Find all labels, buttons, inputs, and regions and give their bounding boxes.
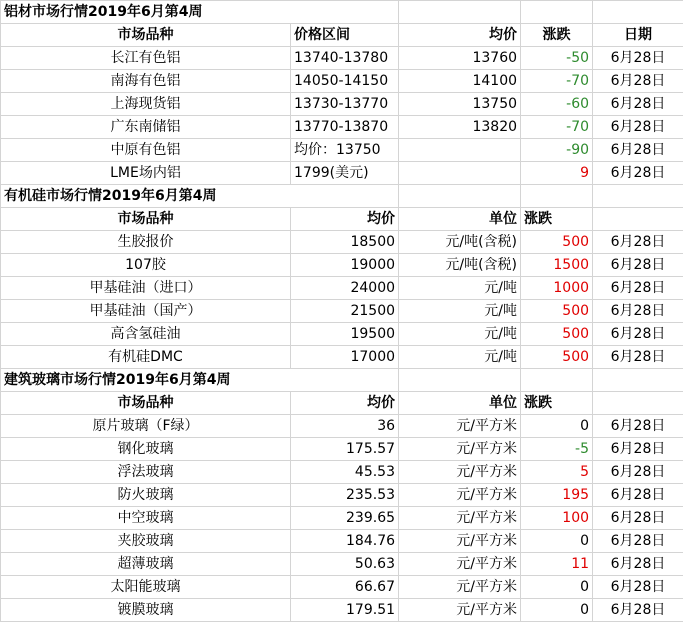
change-value[interactable]: 9 <box>521 162 593 185</box>
empty-cell[interactable] <box>593 392 683 415</box>
price-range[interactable]: 13770-13870 <box>291 116 399 139</box>
unit-cell[interactable]: 元/平方米 <box>399 438 521 461</box>
header-cell[interactable]: 价格区间 <box>291 24 399 47</box>
header-cell[interactable]: 涨跌 <box>521 208 593 231</box>
item-name[interactable]: 太阳能玻璃 <box>1 576 291 599</box>
item-name[interactable]: 生胶报价 <box>1 231 291 254</box>
avg-price[interactable]: 175.57 <box>291 438 399 461</box>
item-name[interactable]: 夹胶玻璃 <box>1 530 291 553</box>
table-row <box>1 484 683 507</box>
avg-price[interactable]: 239.65 <box>291 507 399 530</box>
item-name[interactable]: 广东南储铝 <box>1 116 291 139</box>
header-row <box>1 392 683 415</box>
date-cell[interactable]: 6月28日 <box>593 346 683 369</box>
table-row <box>1 415 683 438</box>
avg-price[interactable]: 21500 <box>291 300 399 323</box>
item-name[interactable]: 超薄玻璃 <box>1 553 291 576</box>
date-cell[interactable]: 6月28日 <box>593 530 683 553</box>
change-value[interactable]: 0 <box>521 415 593 438</box>
section-title[interactable]: 建筑玻璃市场行情2019年6月第4周 <box>1 369 399 392</box>
header-row <box>1 24 683 47</box>
date-cell[interactable]: 6月28日 <box>593 139 683 162</box>
unit-cell[interactable]: 元/平方米 <box>399 553 521 576</box>
date-cell[interactable]: 6月28日 <box>593 116 683 139</box>
table-row <box>1 323 683 346</box>
section-title-row <box>1 1 683 24</box>
change-value[interactable]: 500 <box>521 300 593 323</box>
change-value[interactable]: -70 <box>521 116 593 139</box>
header-cell[interactable]: 日期 <box>593 24 683 47</box>
table-row <box>1 93 683 116</box>
table-row <box>1 300 683 323</box>
avg-price[interactable]: 24000 <box>291 277 399 300</box>
unit-cell[interactable]: 元/平方米 <box>399 461 521 484</box>
change-value[interactable]: 1000 <box>521 277 593 300</box>
item-name[interactable]: 钢化玻璃 <box>1 438 291 461</box>
empty-cell[interactable] <box>399 1 521 24</box>
empty-cell[interactable] <box>593 369 683 392</box>
section-title[interactable]: 铝材市场行情2019年6月第4周 <box>1 1 399 24</box>
item-name[interactable]: 防火玻璃 <box>1 484 291 507</box>
item-name[interactable]: 浮法玻璃 <box>1 461 291 484</box>
header-cell[interactable]: 涨跌 <box>521 24 593 47</box>
empty-cell[interactable] <box>399 185 521 208</box>
avg-price[interactable]: 13760 <box>399 47 521 70</box>
price-range[interactable]: 13740-13780 <box>291 47 399 70</box>
date-cell[interactable]: 6月28日 <box>593 162 683 185</box>
avg-price[interactable] <box>399 162 521 185</box>
empty-cell[interactable] <box>593 208 683 231</box>
unit-cell[interactable]: 元/平方米 <box>399 507 521 530</box>
header-cell[interactable]: 市场品种 <box>1 208 291 231</box>
change-value[interactable]: 11 <box>521 553 593 576</box>
empty-cell[interactable] <box>593 185 683 208</box>
avg-price[interactable]: 14100 <box>399 70 521 93</box>
item-name[interactable]: 原片玻璃（F绿） <box>1 415 291 438</box>
section-title-row <box>1 185 683 208</box>
table-row <box>1 553 683 576</box>
item-name[interactable]: 上海现货铝 <box>1 93 291 116</box>
header-cell[interactable]: 涨跌 <box>521 392 593 415</box>
item-name[interactable]: 有机硅DMC <box>1 346 291 369</box>
table-row <box>1 70 683 93</box>
date-cell[interactable]: 6月28日 <box>593 553 683 576</box>
avg-price[interactable] <box>399 139 521 162</box>
table-row <box>1 346 683 369</box>
change-value[interactable]: 0 <box>521 599 593 622</box>
item-name[interactable]: LME场内铝 <box>1 162 291 185</box>
date-cell[interactable]: 6月28日 <box>593 599 683 622</box>
unit-cell[interactable]: 元/吨 <box>399 346 521 369</box>
date-cell[interactable]: 6月28日 <box>593 323 683 346</box>
unit-cell[interactable]: 元/平方米 <box>399 415 521 438</box>
date-cell[interactable]: 6月28日 <box>593 300 683 323</box>
sheet-body <box>1 1 683 622</box>
avg-price[interactable]: 18500 <box>291 231 399 254</box>
date-cell[interactable]: 6月28日 <box>593 93 683 116</box>
item-name[interactable]: 南海有色铝 <box>1 70 291 93</box>
avg-price[interactable]: 184.76 <box>291 530 399 553</box>
item-name[interactable]: 甲基硅油（进口） <box>1 277 291 300</box>
price-range[interactable]: 均价：13750 <box>291 139 399 162</box>
date-cell[interactable]: 6月28日 <box>593 70 683 93</box>
avg-price[interactable]: 19000 <box>291 254 399 277</box>
section-title-row <box>1 369 683 392</box>
unit-cell[interactable]: 元/吨 <box>399 323 521 346</box>
price-range[interactable]: 13730-13770 <box>291 93 399 116</box>
item-name[interactable]: 中空玻璃 <box>1 507 291 530</box>
empty-cell[interactable] <box>593 1 683 24</box>
change-value[interactable]: -5 <box>521 438 593 461</box>
avg-price[interactable]: 50.63 <box>291 553 399 576</box>
unit-cell[interactable]: 元/吨 <box>399 277 521 300</box>
unit-cell[interactable]: 元/平方米 <box>399 530 521 553</box>
item-name[interactable]: 甲基硅油（国产） <box>1 300 291 323</box>
price-range[interactable]: 14050-14150 <box>291 70 399 93</box>
avg-price[interactable]: 17000 <box>291 346 399 369</box>
table-row <box>1 162 683 185</box>
change-value[interactable]: 500 <box>521 346 593 369</box>
change-value[interactable]: 5 <box>521 461 593 484</box>
item-name[interactable]: 107胶 <box>1 254 291 277</box>
change-value[interactable]: -70 <box>521 70 593 93</box>
unit-cell[interactable]: 元/吨 <box>399 300 521 323</box>
header-cell[interactable]: 均价 <box>399 24 521 47</box>
table-row <box>1 576 683 599</box>
avg-price[interactable]: 45.53 <box>291 461 399 484</box>
table-row <box>1 231 683 254</box>
table-row <box>1 438 683 461</box>
unit-cell[interactable]: 元/吨(含税) <box>399 231 521 254</box>
change-value[interactable]: 0 <box>521 530 593 553</box>
table-row <box>1 530 683 553</box>
change-value[interactable]: 0 <box>521 576 593 599</box>
table-row <box>1 254 683 277</box>
date-cell[interactable]: 6月28日 <box>593 438 683 461</box>
change-value[interactable]: -90 <box>521 139 593 162</box>
empty-cell[interactable] <box>521 369 593 392</box>
date-cell[interactable]: 6月28日 <box>593 415 683 438</box>
avg-price[interactable]: 66.67 <box>291 576 399 599</box>
empty-cell[interactable] <box>521 1 593 24</box>
date-cell[interactable]: 6月28日 <box>593 484 683 507</box>
date-cell[interactable]: 6月28日 <box>593 461 683 484</box>
header-cell[interactable]: 均价 <box>291 208 399 231</box>
date-cell[interactable]: 6月28日 <box>593 576 683 599</box>
header-row <box>1 208 683 231</box>
avg-price[interactable]: 13820 <box>399 116 521 139</box>
avg-price[interactable]: 13750 <box>399 93 521 116</box>
change-value[interactable]: 195 <box>521 484 593 507</box>
unit-cell[interactable]: 元/平方米 <box>399 484 521 507</box>
item-name[interactable]: 镀膜玻璃 <box>1 599 291 622</box>
header-cell[interactable]: 单位 <box>399 208 521 231</box>
change-value[interactable]: -60 <box>521 93 593 116</box>
header-cell[interactable]: 单位 <box>399 392 521 415</box>
change-value[interactable]: 1500 <box>521 254 593 277</box>
section-title[interactable]: 有机硅市场行情2019年6月第4周 <box>1 185 399 208</box>
change-value[interactable]: 500 <box>521 231 593 254</box>
table-row <box>1 47 683 70</box>
avg-price[interactable]: 235.53 <box>291 484 399 507</box>
unit-cell[interactable]: 元/平方米 <box>399 576 521 599</box>
header-cell[interactable]: 市场品种 <box>1 392 291 415</box>
change-value[interactable]: 500 <box>521 323 593 346</box>
date-cell[interactable]: 6月28日 <box>593 231 683 254</box>
table-row <box>1 116 683 139</box>
table-row <box>1 507 683 530</box>
price-range[interactable]: 1799(美元) <box>291 162 399 185</box>
change-value[interactable]: -50 <box>521 47 593 70</box>
avg-price[interactable]: 179.51 <box>291 599 399 622</box>
date-cell[interactable]: 6月28日 <box>593 507 683 530</box>
item-name[interactable]: 长江有色铝 <box>1 47 291 70</box>
date-cell[interactable]: 6月28日 <box>593 277 683 300</box>
avg-price[interactable]: 36 <box>291 415 399 438</box>
header-cell[interactable]: 均价 <box>291 392 399 415</box>
unit-cell[interactable]: 元/吨(含税) <box>399 254 521 277</box>
item-name[interactable]: 高含氢硅油 <box>1 323 291 346</box>
avg-price[interactable]: 19500 <box>291 323 399 346</box>
table-row <box>1 277 683 300</box>
item-name[interactable]: 中原有色铝 <box>1 139 291 162</box>
header-cell[interactable]: 市场品种 <box>1 24 291 47</box>
date-cell[interactable]: 6月28日 <box>593 254 683 277</box>
change-value[interactable]: 100 <box>521 507 593 530</box>
table-row <box>1 139 683 162</box>
table-row <box>1 461 683 484</box>
unit-cell[interactable]: 元/平方米 <box>399 599 521 622</box>
empty-cell[interactable] <box>521 185 593 208</box>
empty-cell[interactable] <box>399 369 521 392</box>
table-row <box>1 599 683 622</box>
date-cell[interactable]: 6月28日 <box>593 47 683 70</box>
